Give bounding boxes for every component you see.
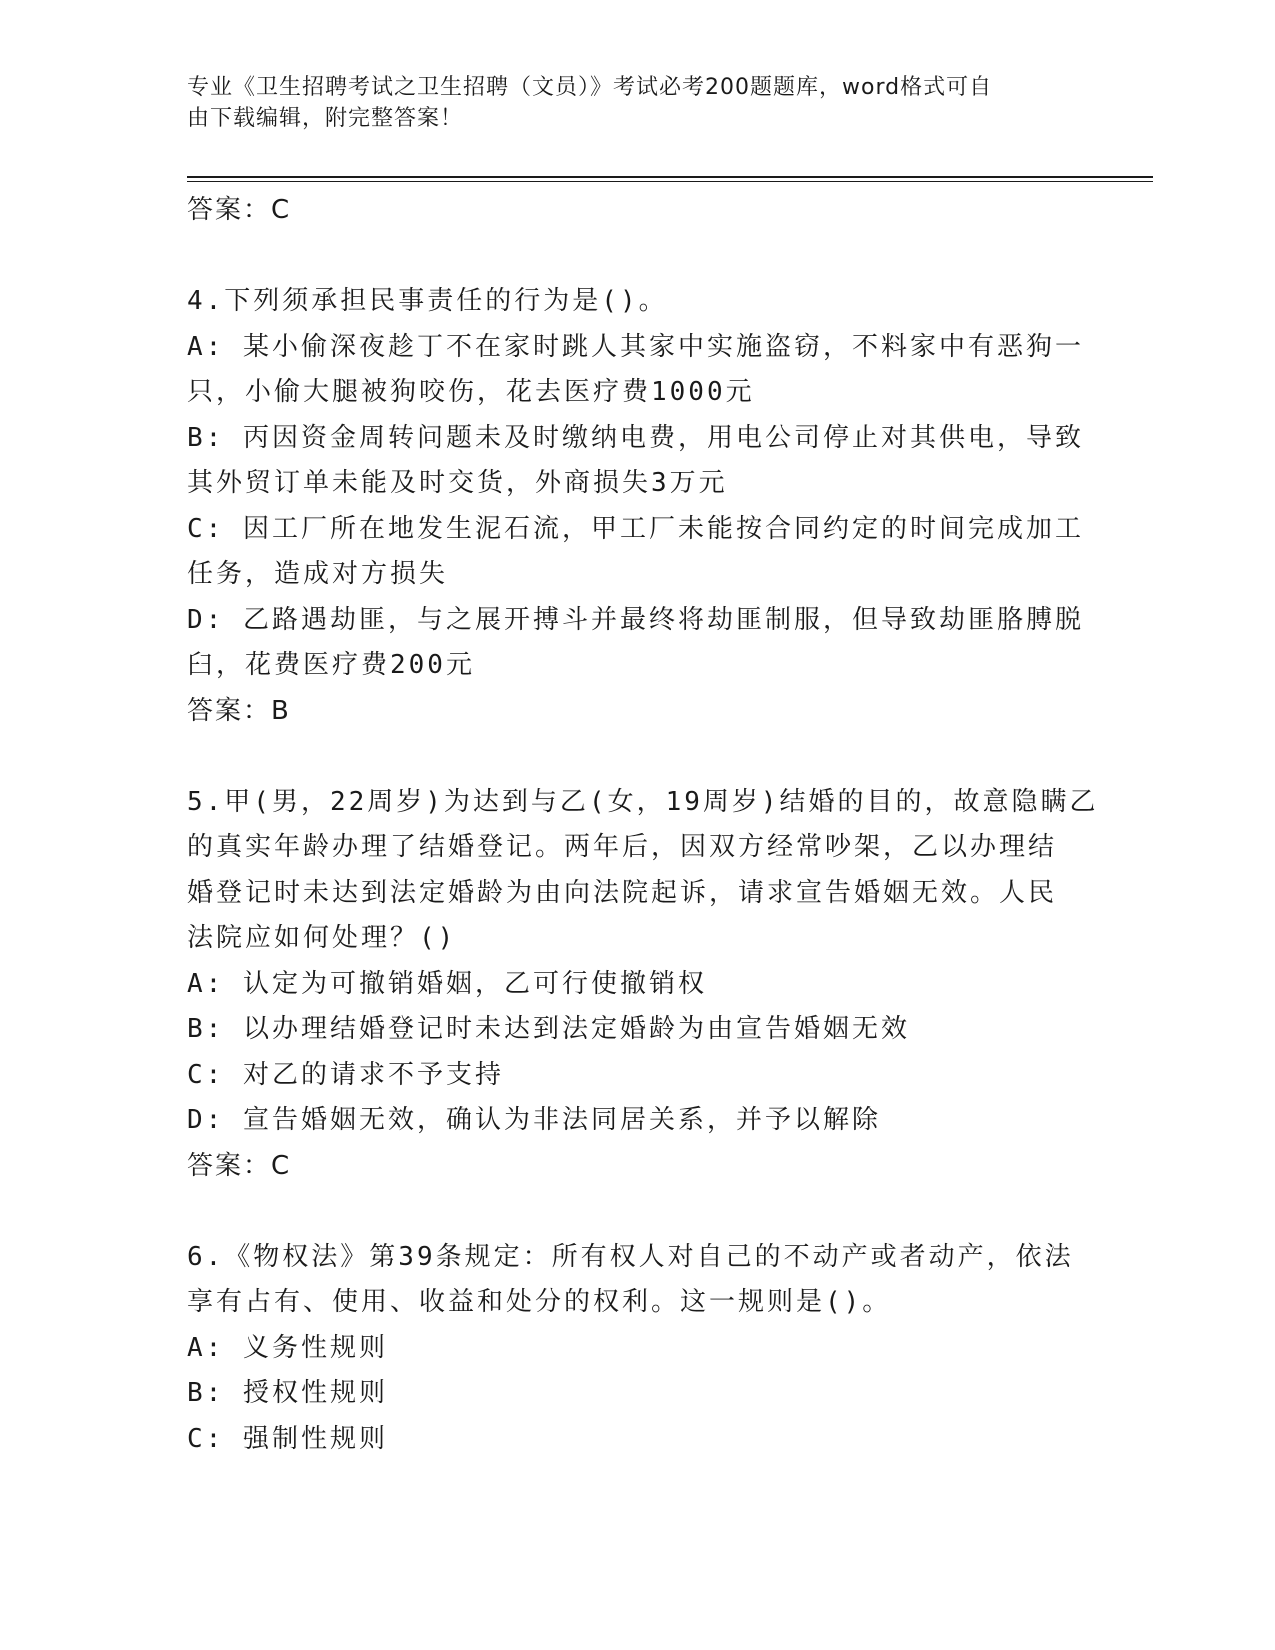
question-4-answer: 答案：B (187, 695, 291, 726)
question-6-stem-line-1: 6.《物权法》第39条规定：所有权人对自己的不动产或者动产，依法 (187, 1241, 1074, 1272)
question-4-option-c-line-2: 任务，造成对方损失 (187, 559, 449, 589)
question-5-option-b: B: 以办理结婚登记时未达到法定婚龄为由宣告婚姻无效 (187, 1014, 910, 1044)
spacer (187, 734, 1077, 780)
question-4-option-d-line-2: 臼，花费医疗费200元 (187, 650, 475, 680)
question-6-option-c: C: 强制性规则 (187, 1423, 388, 1454)
question-5-stem-line-1: 5.甲(男，22周岁)为达到与乙(女，19周岁)结婚的目的，故意隐瞒乙 (187, 786, 1099, 817)
spacer (187, 1189, 1077, 1235)
question-6-option-b: B: 授权性规则 (187, 1378, 388, 1408)
question-4-option-d-line-1: D: 乙路遇劫匪，与之展开搏斗并最终将劫匪制服，但导致劫匪胳膊脱 (187, 604, 1084, 635)
question-4-option-b-line-1: B: 丙因资金周转问题未及时缴纳电费，用电公司停止对其供电，导致 (187, 422, 1084, 453)
question-4-option-c-line-1: C: 因工厂所在地发生泥石流，甲工厂未能按合同约定的时间完成加工 (187, 513, 1084, 544)
question-5-option-a: A: 认定为可撤销婚姻，乙可行使撤销权 (187, 968, 707, 999)
question-5-stem-line-4: 法院应如何处理？() (187, 923, 457, 953)
question-6-option-a: A: 义务性规则 (187, 1332, 388, 1363)
page-header (187, 72, 1067, 134)
header-line-2: 由下载编辑，附完整答案！ (187, 106, 464, 131)
question-5 (187, 780, 1099, 1190)
question-5-option-d: D: 宣告婚姻无效，确认为非法同居关系，并予以解除 (187, 1105, 881, 1135)
question-6-stem-line-2: 享有占有、使用、收益和处分的权利。这一规则是()。 (187, 1287, 892, 1317)
question-5-answer: 答案：C (187, 1150, 292, 1181)
question-5-option-c: C: 对乙的请求不予支持 (187, 1059, 504, 1090)
question-4-option-a-line-2: 只，小偷大腿被狗咬伤，花去医疗费1000元 (187, 377, 755, 407)
question-6 (187, 1235, 1077, 1463)
question-5-stem-line-3: 婚登记时未达到法定婚龄为由向法院起诉，请求宣告婚姻无效。人民 (187, 877, 1058, 908)
question-5-stem-line-2: 的真实年龄办理了结婚登记。两年后，因双方经常吵架，乙以办理结 (187, 832, 1058, 862)
question-4 (187, 279, 1084, 734)
header-rule-thick (187, 176, 1153, 178)
spacer (187, 234, 1077, 280)
question-4-option-b-line-2: 其外贸订单未能及时交货，外商损失3万元 (187, 468, 728, 498)
question-4-stem: 4.下列须承担民事责任的行为是()。 (187, 286, 668, 316)
question-4-option-a-line-1: A: 某小偷深夜趁丁不在家时跳人其家中实施盗窃，不料家中有恶狗一 (187, 331, 1084, 362)
document-body (187, 188, 1099, 1462)
header-line-1: 专业《卫生招聘考试之卫生招聘（文员）》考试必考200题题库，word格式可自 (187, 75, 993, 100)
previous-answer: 答案：C (187, 195, 292, 225)
header-rule-thin (187, 181, 1153, 182)
